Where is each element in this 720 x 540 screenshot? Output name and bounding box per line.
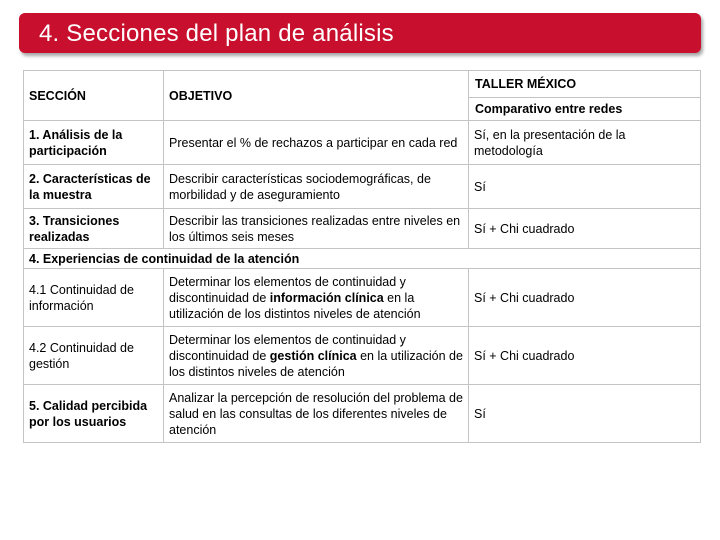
row-objetivo: Analizar la percepción de resolución del problema de salud en las consultas de los diferentes niveles de atención [164,385,469,443]
table-row [24,209,701,249]
table-row [24,269,701,327]
objetivo-text: en la utilización de los distintos niveles de atención [169,290,421,321]
row-seccion: 4.1 Continuidad de información [24,269,164,327]
section-4-row [24,249,701,269]
row-seccion: 1. Análisis de la participación [24,121,164,165]
objetivo-bold-text: gestión clínica [269,348,357,363]
row-seccion: 3. Transiciones realizadas [24,209,164,249]
row-comparativo: Sí + Chi cuadrado [469,209,701,249]
row-objetivo [164,327,469,385]
row-objetivo [164,269,469,327]
objetivo-text: en la utilización de los distintos niveles de atención [169,348,463,379]
slide-title: 4. Secciones del plan de análisis [39,20,394,47]
row-seccion: 2. Características de la muestra [24,165,164,209]
row-comparativo: Sí + Chi cuadrado [469,327,701,385]
row-comparativo: Sí, en la presentación de la metodología [469,121,701,165]
header-objetivo: OBJETIVO [164,71,469,121]
slide-title-bar [19,13,701,53]
header-taller-group [469,71,701,121]
row-objetivo: Presentar el % de rechazos a participar en cada red [164,121,469,165]
table-row [24,327,701,385]
table-row [24,165,701,209]
header-seccion: SECCIÓN [24,71,164,121]
analysis-plan-table [23,70,701,443]
header-taller: TALLER MÉXICO [469,71,700,98]
table-row [24,385,701,443]
row-seccion: 4.2 Continuidad de gestión [24,327,164,385]
objetivo-text: Determinar los elementos de continuidad y discontinuidad de [169,332,406,363]
objetivo-bold-text: información clínica [269,290,384,305]
table-header-row [24,71,701,121]
row-seccion: 5. Calidad percibida por los usuarios [24,385,164,443]
objetivo-text: Determinar los elementos de continuidad y discontinuidad de [169,274,406,305]
row-objetivo: Describir características sociodemográficas, de morbilidad y de aseguramiento [164,165,469,209]
header-comparativo: Comparativo entre redes [475,102,623,116]
section-4-title: 4. Experiencias de continuidad de la atención [24,249,701,269]
row-comparativo: Sí [469,165,701,209]
row-objetivo: Describir las transiciones realizadas entre niveles en los últimos seis meses [164,209,469,249]
row-comparativo: Sí [469,385,701,443]
table-row [24,121,701,165]
row-comparativo: Sí + Chi cuadrado [469,269,701,327]
